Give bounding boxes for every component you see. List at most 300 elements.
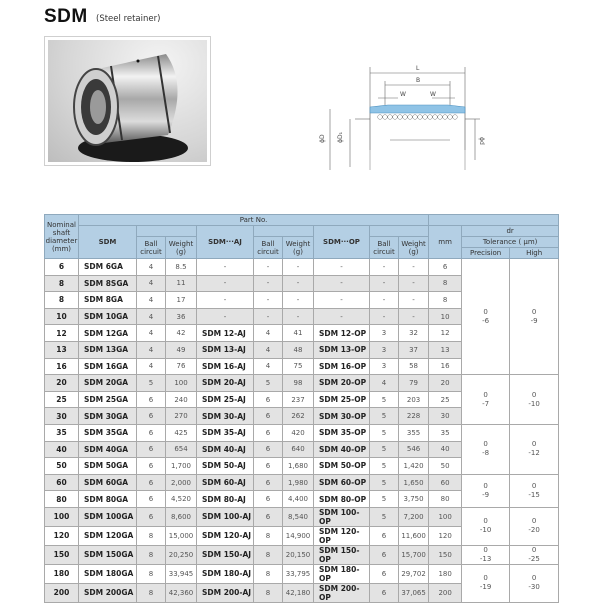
ball-circuit-cell: 6: [137, 458, 166, 475]
ball-circuit-cell: -: [254, 275, 283, 292]
weight-cell: 98: [283, 375, 314, 392]
ball-circuit-cell: 5: [370, 424, 399, 441]
table-row: [45, 474, 559, 491]
weight-cell: 41: [283, 325, 314, 342]
mm-cell: 80: [429, 491, 462, 508]
weight-cell: 4,400: [283, 491, 314, 508]
sdm-part-cell: SDM 6GA: [79, 259, 137, 276]
weight-cell: 32: [399, 325, 429, 342]
aj-part-cell: SDM 100-AJ: [197, 507, 254, 526]
aj-part-cell: -: [197, 275, 254, 292]
precision-upper: 0: [483, 517, 488, 526]
op-part-cell: SDM 20-OP: [314, 375, 370, 392]
ball-circuit-cell: -: [254, 292, 283, 309]
diameter-cell: 6: [45, 259, 79, 276]
aj-part-cell: SDM 50-AJ: [197, 458, 254, 475]
precision-lower: -6: [482, 316, 490, 325]
header-blank: [429, 215, 559, 226]
high-lower: -30: [528, 583, 540, 592]
high-upper: 0: [531, 390, 537, 399]
mm-cell: 25: [429, 391, 462, 408]
weight-cell: -: [283, 292, 314, 309]
high-tolerance-cell: [510, 507, 559, 545]
table-row: [45, 564, 559, 583]
weight-cell: 546: [399, 441, 429, 458]
high-lower: -12: [528, 449, 540, 458]
ball-circuit-cell: 4: [137, 259, 166, 276]
weight-cell: 1,980: [283, 474, 314, 491]
high-lower: -15: [528, 490, 540, 499]
ball-circuit-cell: 4: [137, 358, 166, 375]
weight-cell: 37: [399, 341, 429, 358]
weight-cell: 11: [166, 275, 197, 292]
high-upper: 0: [531, 440, 537, 449]
mm-cell: 100: [429, 507, 462, 526]
op-part-cell: SDM 13-OP: [314, 341, 370, 358]
diameter-cell: 16: [45, 358, 79, 375]
header-op-spacer: [370, 226, 429, 237]
dim-label-W1: W: [400, 91, 406, 98]
weight-cell: 15,700: [399, 545, 429, 564]
ball-circuit-cell: 6: [254, 424, 283, 441]
mm-cell: 20: [429, 375, 462, 392]
ball-circuit-cell: 5: [370, 474, 399, 491]
weight-cell: 58: [399, 358, 429, 375]
weight-cell: 228: [399, 408, 429, 425]
weight-cell: 1,650: [399, 474, 429, 491]
aj-part-cell: SDM 13-AJ: [197, 341, 254, 358]
sdm-part-cell: SDM 80GA: [79, 491, 137, 508]
precision-tolerance-cell: [462, 259, 510, 375]
weight-cell: 640: [283, 441, 314, 458]
ball-circuit-cell: 6: [254, 474, 283, 491]
diameter-cell: 35: [45, 424, 79, 441]
sdm-part-cell: SDM 25GA: [79, 391, 137, 408]
weight-cell: -: [283, 308, 314, 325]
table-row: [45, 259, 559, 276]
ball-circuit-cell: 6: [370, 526, 399, 545]
ball-circuit-cell: 6: [254, 391, 283, 408]
dim-label-D: ϕD: [319, 134, 326, 143]
weight-cell: 1,420: [399, 458, 429, 475]
mm-cell: 10: [429, 308, 462, 325]
weight-cell: 42: [166, 325, 197, 342]
diameter-cell: 200: [45, 583, 79, 602]
ball-circuit-cell: -: [370, 275, 399, 292]
sdm-part-cell: SDM 180GA: [79, 564, 137, 583]
high-lower: -9: [530, 316, 538, 325]
op-part-cell: SDM 180-OP: [314, 564, 370, 583]
mm-cell: 50: [429, 458, 462, 475]
weight-cell: 237: [283, 391, 314, 408]
table-row: [45, 424, 559, 441]
ball-circuit-cell: 8: [254, 564, 283, 583]
weight-cell: -: [399, 292, 429, 309]
weight-cell: -: [283, 275, 314, 292]
weight-cell: 355: [399, 424, 429, 441]
weight-cell: 42,360: [166, 583, 197, 602]
aj-part-cell: -: [197, 292, 254, 309]
op-part-cell: SDM 30-OP: [314, 408, 370, 425]
dim-label-L: L: [416, 65, 420, 72]
precision-upper: 0: [483, 481, 488, 490]
ball-circuit-cell: 4: [370, 375, 399, 392]
weight-cell: -: [283, 259, 314, 276]
op-part-cell: SDM 60-OP: [314, 474, 370, 491]
diameter-cell: 25: [45, 391, 79, 408]
weight-cell: 7,200: [399, 507, 429, 526]
weight-cell: 49: [166, 341, 197, 358]
ball-circuit-cell: 6: [254, 408, 283, 425]
ball-circuit-cell: 8: [254, 583, 283, 602]
diameter-cell: 20: [45, 375, 79, 392]
op-part-cell: SDM 120-OP: [314, 526, 370, 545]
header-dr: dr: [462, 226, 559, 237]
high-lower: -10: [528, 399, 540, 408]
diameter-cell: 30: [45, 408, 79, 425]
precision-lower: -8: [482, 449, 490, 458]
ball-circuit-cell: 5: [370, 507, 399, 526]
weight-cell: 42,180: [283, 583, 314, 602]
aj-part-cell: SDM 12-AJ: [197, 325, 254, 342]
precision-upper: 0: [483, 574, 488, 583]
ball-circuit-cell: 6: [254, 491, 283, 508]
weight-cell: -: [399, 308, 429, 325]
header-ball-2: Ball circuit: [254, 237, 283, 259]
high-tolerance-cell: [510, 545, 559, 564]
weight-cell: 20,250: [166, 545, 197, 564]
precision-lower: -7: [482, 399, 490, 408]
weight-cell: 654: [166, 441, 197, 458]
aj-part-cell: SDM 40-AJ: [197, 441, 254, 458]
high-lower: -25: [528, 554, 540, 563]
weight-cell: 8.5: [166, 259, 197, 276]
op-part-cell: SDM 200-OP: [314, 583, 370, 602]
ball-circuit-cell: 4: [137, 325, 166, 342]
weight-cell: 75: [283, 358, 314, 375]
mm-cell: 16: [429, 358, 462, 375]
ball-circuit-cell: 5: [254, 375, 283, 392]
header-weight-3: Weight (g): [399, 237, 429, 259]
aj-part-cell: SDM 150-AJ: [197, 545, 254, 564]
weight-cell: 76: [166, 358, 197, 375]
aj-part-cell: SDM 200-AJ: [197, 583, 254, 602]
precision-upper: 0: [483, 545, 488, 554]
mm-cell: 8: [429, 292, 462, 309]
ball-circuit-cell: 4: [254, 325, 283, 342]
dim-label-d: ϕd: [478, 137, 485, 145]
precision-tolerance-cell: [462, 375, 510, 425]
weight-cell: 420: [283, 424, 314, 441]
diameter-cell: 150: [45, 545, 79, 564]
high-upper: 0: [531, 481, 537, 490]
sdm-part-cell: SDM 8SGA: [79, 275, 137, 292]
weight-cell: 8,600: [166, 507, 197, 526]
weight-cell: 15,000: [166, 526, 197, 545]
ball-circuit-cell: -: [370, 308, 399, 325]
weight-cell: 33,945: [166, 564, 197, 583]
diameter-cell: 40: [45, 441, 79, 458]
ball-circuit-cell: 6: [137, 441, 166, 458]
ball-circuit-cell: 6: [137, 408, 166, 425]
header-sdm-spacer: [137, 226, 197, 237]
sdm-part-cell: SDM 200GA: [79, 583, 137, 602]
high-tolerance-cell: [510, 375, 559, 425]
op-part-cell: -: [314, 275, 370, 292]
diameter-cell: 100: [45, 507, 79, 526]
ball-circuit-cell: -: [254, 259, 283, 276]
diameter-cell: 8: [45, 292, 79, 309]
header-sdm-aj: SDM···AJ: [197, 226, 254, 259]
precision-tolerance-cell: [462, 545, 510, 564]
header-precision: Precision: [462, 248, 510, 259]
ball-circuit-cell: 8: [137, 545, 166, 564]
ball-circuit-cell: 4: [137, 308, 166, 325]
weight-cell: 37,065: [399, 583, 429, 602]
sdm-part-cell: SDM 50GA: [79, 458, 137, 475]
precision-upper: 0: [483, 390, 488, 399]
weight-cell: 20,150: [283, 545, 314, 564]
ball-circuit-cell: 4: [137, 275, 166, 292]
sdm-part-cell: SDM 8GA: [79, 292, 137, 309]
aj-part-cell: SDM 30-AJ: [197, 408, 254, 425]
mm-cell: 120: [429, 526, 462, 545]
product-subtitle: (Steel retainer): [96, 14, 161, 24]
dim-label-B: B: [416, 77, 421, 84]
ball-circuit-cell: 6: [370, 545, 399, 564]
precision-tolerance-cell: [462, 474, 510, 507]
mm-cell: 60: [429, 474, 462, 491]
weight-cell: -: [399, 275, 429, 292]
weight-cell: 4,520: [166, 491, 197, 508]
header-ball-3: Ball circuit: [370, 237, 399, 259]
mm-cell: 40: [429, 441, 462, 458]
table-row: [45, 375, 559, 392]
weight-cell: 425: [166, 424, 197, 441]
dimension-diagram: [310, 45, 490, 170]
weight-cell: 8,540: [283, 507, 314, 526]
ball-circuit-cell: 3: [370, 325, 399, 342]
ball-circuit-cell: 3: [370, 341, 399, 358]
weight-cell: -: [399, 259, 429, 276]
precision-lower: -13: [479, 554, 492, 563]
op-part-cell: SDM 100-OP: [314, 507, 370, 526]
weight-cell: 48: [283, 341, 314, 358]
mm-cell: 13: [429, 341, 462, 358]
weight-cell: 1,700: [166, 458, 197, 475]
header-part-no: Part No.: [79, 215, 429, 226]
diameter-cell: 12: [45, 325, 79, 342]
ball-circuit-cell: 6: [137, 507, 166, 526]
op-part-cell: -: [314, 259, 370, 276]
ball-circuit-cell: 5: [370, 441, 399, 458]
high-upper: 0: [531, 574, 537, 583]
precision-upper: 0: [483, 307, 488, 316]
op-part-cell: SDM 80-OP: [314, 491, 370, 508]
ball-circuit-cell: 6: [137, 391, 166, 408]
mm-cell: 30: [429, 408, 462, 425]
ball-circuit-cell: 6: [137, 424, 166, 441]
ball-circuit-cell: 5: [370, 458, 399, 475]
header-aj-spacer: [254, 226, 314, 237]
aj-part-cell: SDM 25-AJ: [197, 391, 254, 408]
ball-circuit-cell: 6: [370, 583, 399, 602]
high-lower: -20: [528, 526, 540, 535]
header-sdm-op: SDM···OP: [314, 226, 370, 259]
product-photo: [44, 36, 211, 166]
ball-circuit-cell: 4: [137, 292, 166, 309]
ball-circuit-cell: 8: [137, 564, 166, 583]
high-tolerance-cell: [510, 474, 559, 507]
weight-cell: 29,702: [399, 564, 429, 583]
header-weight-1: Weight (g): [166, 237, 197, 259]
header-high: High: [510, 248, 559, 259]
mm-cell: 12: [429, 325, 462, 342]
ball-circuit-cell: 8: [137, 526, 166, 545]
ball-circuit-cell: 8: [254, 526, 283, 545]
ball-circuit-cell: 6: [137, 474, 166, 491]
weight-cell: 240: [166, 391, 197, 408]
sdm-part-cell: SDM 100GA: [79, 507, 137, 526]
mm-cell: 6: [429, 259, 462, 276]
ball-circuit-cell: 6: [254, 441, 283, 458]
aj-part-cell: SDM 16-AJ: [197, 358, 254, 375]
aj-part-cell: SDM 60-AJ: [197, 474, 254, 491]
weight-cell: 2,000: [166, 474, 197, 491]
sdm-part-cell: SDM 35GA: [79, 424, 137, 441]
high-tolerance-cell: [510, 564, 559, 602]
bearing-image: [48, 40, 207, 162]
op-part-cell: SDM 12-OP: [314, 325, 370, 342]
op-part-cell: SDM 16-OP: [314, 358, 370, 375]
sdm-part-cell: SDM 12GA: [79, 325, 137, 342]
header-mm: mm: [429, 226, 462, 259]
diameter-cell: 10: [45, 308, 79, 325]
mm-cell: 150: [429, 545, 462, 564]
precision-tolerance-cell: [462, 564, 510, 602]
precision-tolerance-cell: [462, 507, 510, 545]
table-row: [45, 545, 559, 564]
op-part-cell: SDM 25-OP: [314, 391, 370, 408]
high-upper: 0: [531, 517, 537, 526]
sdm-part-cell: SDM 150GA: [79, 545, 137, 564]
op-part-cell: -: [314, 308, 370, 325]
header-weight-2: Weight (g): [283, 237, 314, 259]
weight-cell: 1,680: [283, 458, 314, 475]
aj-part-cell: -: [197, 259, 254, 276]
high-tolerance-cell: [510, 259, 559, 375]
ball-circuit-cell: 5: [370, 491, 399, 508]
sdm-part-cell: SDM 13GA: [79, 341, 137, 358]
mm-cell: 35: [429, 424, 462, 441]
dim-label-D1: ϕD₁: [337, 132, 344, 143]
ball-circuit-cell: 6: [254, 507, 283, 526]
weight-cell: 79: [399, 375, 429, 392]
ball-circuit-cell: -: [370, 259, 399, 276]
ball-circuit-cell: 6: [137, 491, 166, 508]
weight-cell: 11,600: [399, 526, 429, 545]
op-part-cell: SDM 40-OP: [314, 441, 370, 458]
diameter-cell: 50: [45, 458, 79, 475]
sdm-part-cell: SDM 120GA: [79, 526, 137, 545]
high-upper: 0: [531, 545, 537, 554]
ball-circuit-cell: -: [370, 292, 399, 309]
ball-circuit-cell: 6: [370, 564, 399, 583]
ball-circuit-cell: 6: [254, 458, 283, 475]
precision-lower: -19: [479, 583, 492, 592]
diameter-cell: 13: [45, 341, 79, 358]
weight-cell: 203: [399, 391, 429, 408]
aj-part-cell: SDM 80-AJ: [197, 491, 254, 508]
header-tolerance: Tolerance ( μm): [462, 237, 559, 248]
mm-cell: 180: [429, 564, 462, 583]
weight-cell: 17: [166, 292, 197, 309]
sdm-part-cell: SDM 20GA: [79, 375, 137, 392]
diameter-cell: 180: [45, 564, 79, 583]
ball-circuit-cell: 8: [137, 583, 166, 602]
precision-upper: 0: [483, 440, 488, 449]
mm-cell: 200: [429, 583, 462, 602]
ball-circuit-cell: 4: [137, 341, 166, 358]
ball-circuit-cell: 5: [137, 375, 166, 392]
spec-table: [44, 214, 559, 603]
product-title: SDM: [44, 6, 88, 27]
ball-circuit-cell: 8: [254, 545, 283, 564]
sdm-part-cell: SDM 30GA: [79, 408, 137, 425]
ball-circuit-cell: 4: [254, 341, 283, 358]
sdm-part-cell: SDM 40GA: [79, 441, 137, 458]
ball-circuit-cell: 3: [370, 358, 399, 375]
header-nominal: Nominal shaft diameter (mm): [45, 215, 79, 259]
header-ball-1: Ball circuit: [137, 237, 166, 259]
aj-part-cell: SDM 120-AJ: [197, 526, 254, 545]
aj-part-cell: SDM 180-AJ: [197, 564, 254, 583]
sdm-part-cell: SDM 16GA: [79, 358, 137, 375]
aj-part-cell: -: [197, 308, 254, 325]
weight-cell: 14,900: [283, 526, 314, 545]
ball-circuit-cell: 4: [254, 358, 283, 375]
diameter-cell: 60: [45, 474, 79, 491]
mm-cell: 8: [429, 275, 462, 292]
ball-circuit-cell: 5: [370, 391, 399, 408]
ball-circuit-cell: -: [254, 308, 283, 325]
precision-lower: -10: [479, 526, 492, 535]
precision-tolerance-cell: [462, 424, 510, 474]
op-part-cell: SDM 150-OP: [314, 545, 370, 564]
sdm-part-cell: SDM 10GA: [79, 308, 137, 325]
spec-table-body: [45, 259, 559, 603]
high-tolerance-cell: [510, 424, 559, 474]
diameter-cell: 80: [45, 491, 79, 508]
header-sdm: SDM: [79, 226, 137, 259]
dim-label-W2: W: [430, 91, 436, 98]
weight-cell: 262: [283, 408, 314, 425]
ball-circuit-cell: 5: [370, 408, 399, 425]
op-part-cell: SDM 35-OP: [314, 424, 370, 441]
high-upper: 0: [531, 307, 537, 316]
precision-lower: -9: [482, 490, 490, 499]
aj-part-cell: SDM 20-AJ: [197, 375, 254, 392]
weight-cell: 36: [166, 308, 197, 325]
weight-cell: 100: [166, 375, 197, 392]
weight-cell: 33,795: [283, 564, 314, 583]
diameter-cell: 8: [45, 275, 79, 292]
table-row: [45, 507, 559, 526]
aj-part-cell: SDM 35-AJ: [197, 424, 254, 441]
op-part-cell: -: [314, 292, 370, 309]
sdm-part-cell: SDM 60GA: [79, 474, 137, 491]
weight-cell: 270: [166, 408, 197, 425]
